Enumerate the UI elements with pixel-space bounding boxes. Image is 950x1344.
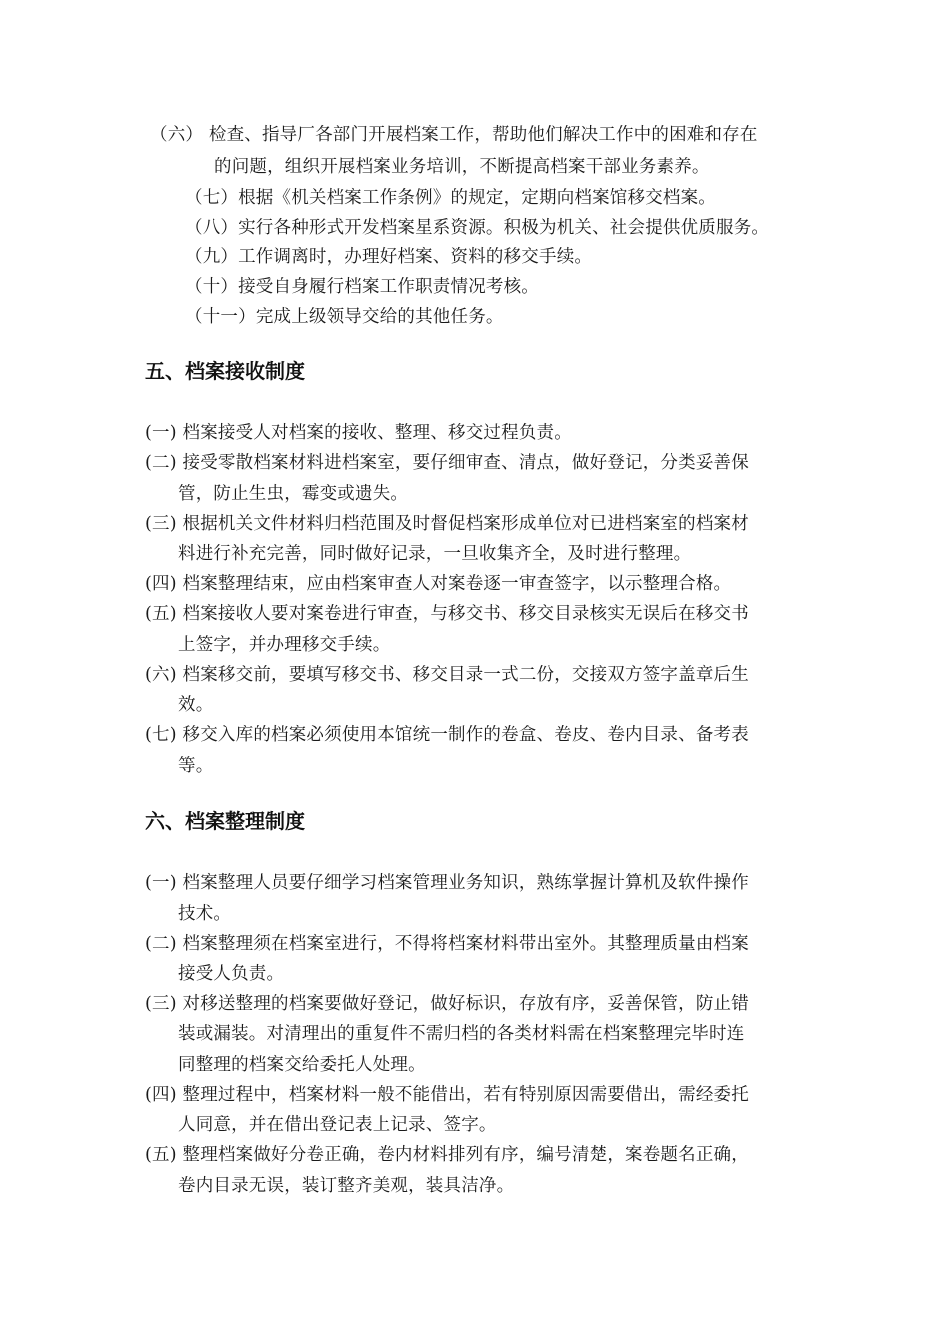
duty-item-6-marker: （六） (150, 125, 204, 145)
duty-item-8 (185, 213, 769, 243)
item-marker: (三) (145, 994, 177, 1014)
item-text: 移交入库的档案必须使用本馆统一制作的卷盒、卷皮、卷内目录、备考表 (182, 725, 749, 745)
section-5-item-1 (145, 418, 572, 448)
duty-item-7 (185, 183, 716, 213)
duty-item-9-marker: （九） (185, 247, 239, 267)
duty-item-7-text: 根据《机关档案工作条例》的规定，定期向档案馆移交档案。 (238, 188, 717, 208)
section-5-item-7-line-1 (145, 720, 749, 750)
item-text: 整理档案做好分卷正确，卷内材料排列有序，编号清楚，案卷题名正确， (182, 1145, 749, 1165)
section-6-item-4-line-2: 人同意，并在借出登记表上记录、签字。 (178, 1115, 497, 1135)
item-marker: (二) (145, 453, 177, 473)
section-6-item-3-line-1 (145, 989, 749, 1019)
section-6-heading: 六、档案整理制度 (145, 809, 305, 833)
duty-item-8-marker: （八） (185, 218, 239, 238)
section-5-item-2-line-1 (145, 448, 749, 478)
item-text: 档案整理结束，应由档案审查人对案卷逐一审查签字，以示整理合格。 (182, 574, 732, 594)
duty-item-6-line-2: 的问题，组织开展档案业务培训，不断提高档案干部业务素养。 (214, 157, 710, 177)
item-marker: (五) (145, 604, 177, 624)
item-marker: (五) (145, 1145, 177, 1165)
duty-item-9 (185, 242, 592, 272)
section-5-item-5-line-2: 上签字，并办理移交手续。 (178, 635, 391, 655)
duty-item-11-marker: （十一） (185, 307, 256, 327)
item-text: 档案移交前，要填写移交书、移交目录一式二份，交接双方签字盖章后生 (182, 665, 749, 685)
duty-item-11-text: 完成上级领导交给的其他任务。 (255, 307, 504, 327)
section-5-item-4 (145, 569, 731, 599)
item-marker: (一) (145, 873, 177, 893)
item-marker: (四) (145, 574, 177, 594)
section-6-item-1-line-1 (145, 868, 749, 898)
item-text: 档案接受人对档案的接收、整理、移交过程负责。 (182, 423, 572, 443)
duty-item-8-text: 实行各种形式开发档案星系资源。积极为机关、社会提供优质服务。 (238, 218, 770, 238)
section-5-item-5-line-1 (145, 599, 749, 629)
item-marker: (四) (145, 1085, 177, 1105)
section-6-item-4-line-1 (145, 1080, 749, 1110)
item-text: 对移送整理的档案要做好登记，做好标识，存放有序，妥善保管，防止错 (182, 994, 749, 1014)
section-5-item-2-line-2: 管，防止生虫，霉变或遗失。 (178, 484, 409, 504)
item-marker: (二) (145, 934, 177, 954)
item-text: 根据机关文件材料归档范围及时督促档案形成单位对已进档案室的档案材 (182, 514, 749, 534)
item-marker: (一) (145, 423, 177, 443)
item-marker: (六) (145, 665, 177, 685)
section-6-item-2-line-2: 接受人负责。 (178, 964, 285, 984)
item-text: 整理过程中，档案材料一般不能借出，若有特别原因需要借出，需经委托 (182, 1085, 749, 1105)
duty-item-7-marker: （七） (185, 188, 239, 208)
section-5-item-7-line-2: 等。 (178, 756, 214, 776)
duty-item-6-text: 检查、指导厂各部门开展档案工作，帮助他们解决工作中的困难和存在 (208, 125, 758, 145)
duty-item-6-line-1 (150, 120, 758, 150)
section-5-item-6-line-1 (145, 660, 749, 690)
item-marker: (七) (145, 725, 177, 745)
section-5-item-3-line-1 (145, 509, 749, 539)
section-5-item-6-line-2: 效。 (178, 695, 214, 715)
section-6-item-5-line-2: 卷内目录无误，装订整齐美观，装具洁净。 (178, 1176, 515, 1196)
section-6-item-5-line-1 (145, 1140, 749, 1170)
item-text: 接受零散档案材料进档案室，要仔细审查、清点，做好登记，分类妥善保 (182, 453, 749, 473)
section-5-heading: 五、档案接收制度 (145, 359, 305, 383)
section-6-item-2-line-1 (145, 929, 749, 959)
duty-item-10-text: 接受自身履行档案工作职责情况考核。 (238, 277, 540, 297)
section-6-item-3-line-3: 同整理的档案交给委托人处理。 (178, 1055, 426, 1075)
duty-item-11 (185, 302, 504, 332)
section-6-item-1-line-2: 技术。 (178, 904, 232, 924)
section-5-item-3-line-2: 料进行补充完善，同时做好记录，一旦收集齐全，及时进行整理。 (178, 544, 692, 564)
item-marker: (三) (145, 514, 177, 534)
item-text: 档案整理须在档案室进行，不得将档案材料带出室外。其整理质量由档案 (182, 934, 749, 954)
duty-item-10 (185, 272, 539, 302)
duty-item-10-marker: （十） (185, 277, 239, 297)
item-text: 档案接收人要对案卷进行审查，与移交书、移交目录核实无误后在移交书 (182, 604, 749, 624)
item-text: 档案整理人员要仔细学习档案管理业务知识，熟练掌握计算机及软件操作 (182, 873, 749, 893)
duty-item-9-text: 工作调离时，办理好档案、资料的移交手续。 (238, 247, 593, 267)
section-6-item-3-line-2: 装或漏装。对清理出的重复件不需归档的各类材料需在档案整理完毕时连 (178, 1024, 745, 1044)
